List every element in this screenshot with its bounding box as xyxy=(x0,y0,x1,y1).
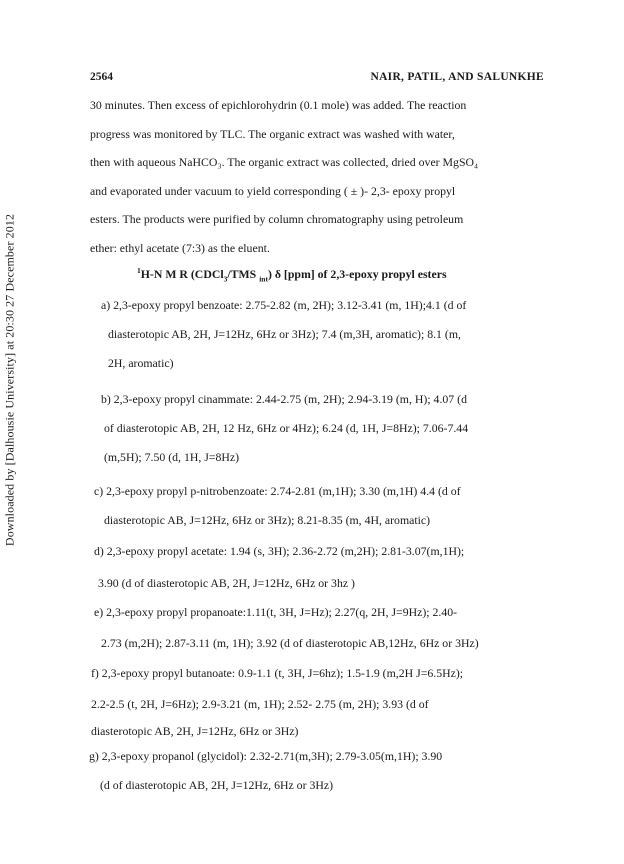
entry-line: e) 2,3-epoxy propyl propanoate:1.11(t, 3H, J=Hz); 2.27(q, 2H, J=9Hz); 2.40- xyxy=(94,605,458,619)
heading-text: /TMS xyxy=(227,266,257,281)
heading-subscript: 3 xyxy=(223,274,228,284)
entry-line: 2.2-2.5 (t, 2H, J=6Hz); 2.9-3.21 (m, 1H); 2.52- 2.75 (m, 2H); 3.93 (d of xyxy=(91,697,429,711)
running-head: NAIR, PATIL, AND SALUNKHE xyxy=(370,71,544,83)
download-watermark xyxy=(2,150,18,610)
nmr-heading xyxy=(137,266,447,283)
entry-line: (d of diasterotopic AB, 2H, J=12Hz, 6Hz or 3Hz) xyxy=(100,778,334,792)
entry-line: diasterotopic AB, 2H, J=12Hz, 6Hz or 3Hz) xyxy=(91,724,299,738)
entry-line: diasterotopic AB, 2H, J=12Hz, 6Hz or 3Hz); 7.4 (m,3H, aromatic); 8.1 (m, xyxy=(108,327,461,341)
heading-text: H-N M R (CDCl xyxy=(140,266,224,281)
body-line: 30 minutes. Then excess of epichlorohydrin (0.1 mole) was added. The reaction xyxy=(90,98,467,112)
entry-line: diasterotopic AB, J=12Hz, 6Hz or 3Hz); 8.21-8.35 (m, 4H, aromatic) xyxy=(104,513,431,527)
body-line: then with aqueous NaHCO₃. The organic extract was collected, dried over MgSO₄ xyxy=(90,155,479,169)
page-number: 2564 xyxy=(90,71,113,83)
entry-line: c) 2,3-epoxy propyl p-nitrobenzoate: 2.74-2.81 (m,1H); 3.30 (m,1H) 4.4 (d of xyxy=(94,484,461,498)
entry-line: a) 2,3-epoxy propyl benzoate: 2.75-2.82 (m, 2H); 3.12-3.41 (m, 1H);4.1 (d of xyxy=(101,298,467,312)
body-line: esters. The products were purified by column chromatography using petroleum xyxy=(90,212,464,226)
heading-subscript: int xyxy=(259,274,268,284)
body-line: ether: ethyl acetate (7:3) as the eluent. xyxy=(90,241,270,255)
entry-line: g) 2,3-epoxy propanol (glycidol): 2.32-2.71(m,3H); 2.79-3.05(m,1H); 3.90 xyxy=(89,749,443,763)
heading-superscript: 1 xyxy=(137,266,141,275)
heading-text: ) δ [ppm] of 2,3-epoxy propyl esters xyxy=(267,266,447,281)
entry-line: f) 2,3-epoxy propyl butanoate: 0.9-1.1 (t, 3H, J=6hz); 1.5-1.9 (m,2H J=6.5Hz); xyxy=(91,666,464,680)
body-line: and evaporated under vacuum to yield corresponding ( ± )- 2,3- epoxy propyl xyxy=(90,184,456,198)
entry-line: (m,5H); 7.50 (d, 1H, J=8Hz) xyxy=(104,450,240,464)
entry-line: b) 2,3-epoxy propyl cinammate: 2.44-2.75 (m, 2H); 2.94-3.19 (m, H); 4.07 (d xyxy=(101,392,467,406)
entry-line: 2H, aromatic) xyxy=(108,356,174,370)
entry-line: d) 2,3-epoxy propyl acetate: 1.94 (s, 3H); 2.36-2.72 (m,2H); 2.81-3.07(m,1H); xyxy=(94,544,465,558)
entry-line: of diasterotopic AB, 2H, 12 Hz, 6Hz or 4Hz); 6.24 (d, 1H, J=8Hz); 7.06-7.44 xyxy=(104,421,469,435)
entry-line: 3.90 (d of diasterotopic AB, 2H, J=12Hz, 6Hz or 3hz ) xyxy=(98,576,355,590)
body-line: progress was monitored by TLC. The organic extract was washed with water, xyxy=(90,127,455,141)
entry-line: 2.73 (m,2H); 2.87-3.11 (m, 1H); 3.92 (d of diasterotopic AB,12Hz, 6Hz or 3Hz) xyxy=(101,636,479,650)
download-watermark-text: Downloaded by [Dalhousie University] at 20:30 27 December 2012 xyxy=(2,213,17,547)
